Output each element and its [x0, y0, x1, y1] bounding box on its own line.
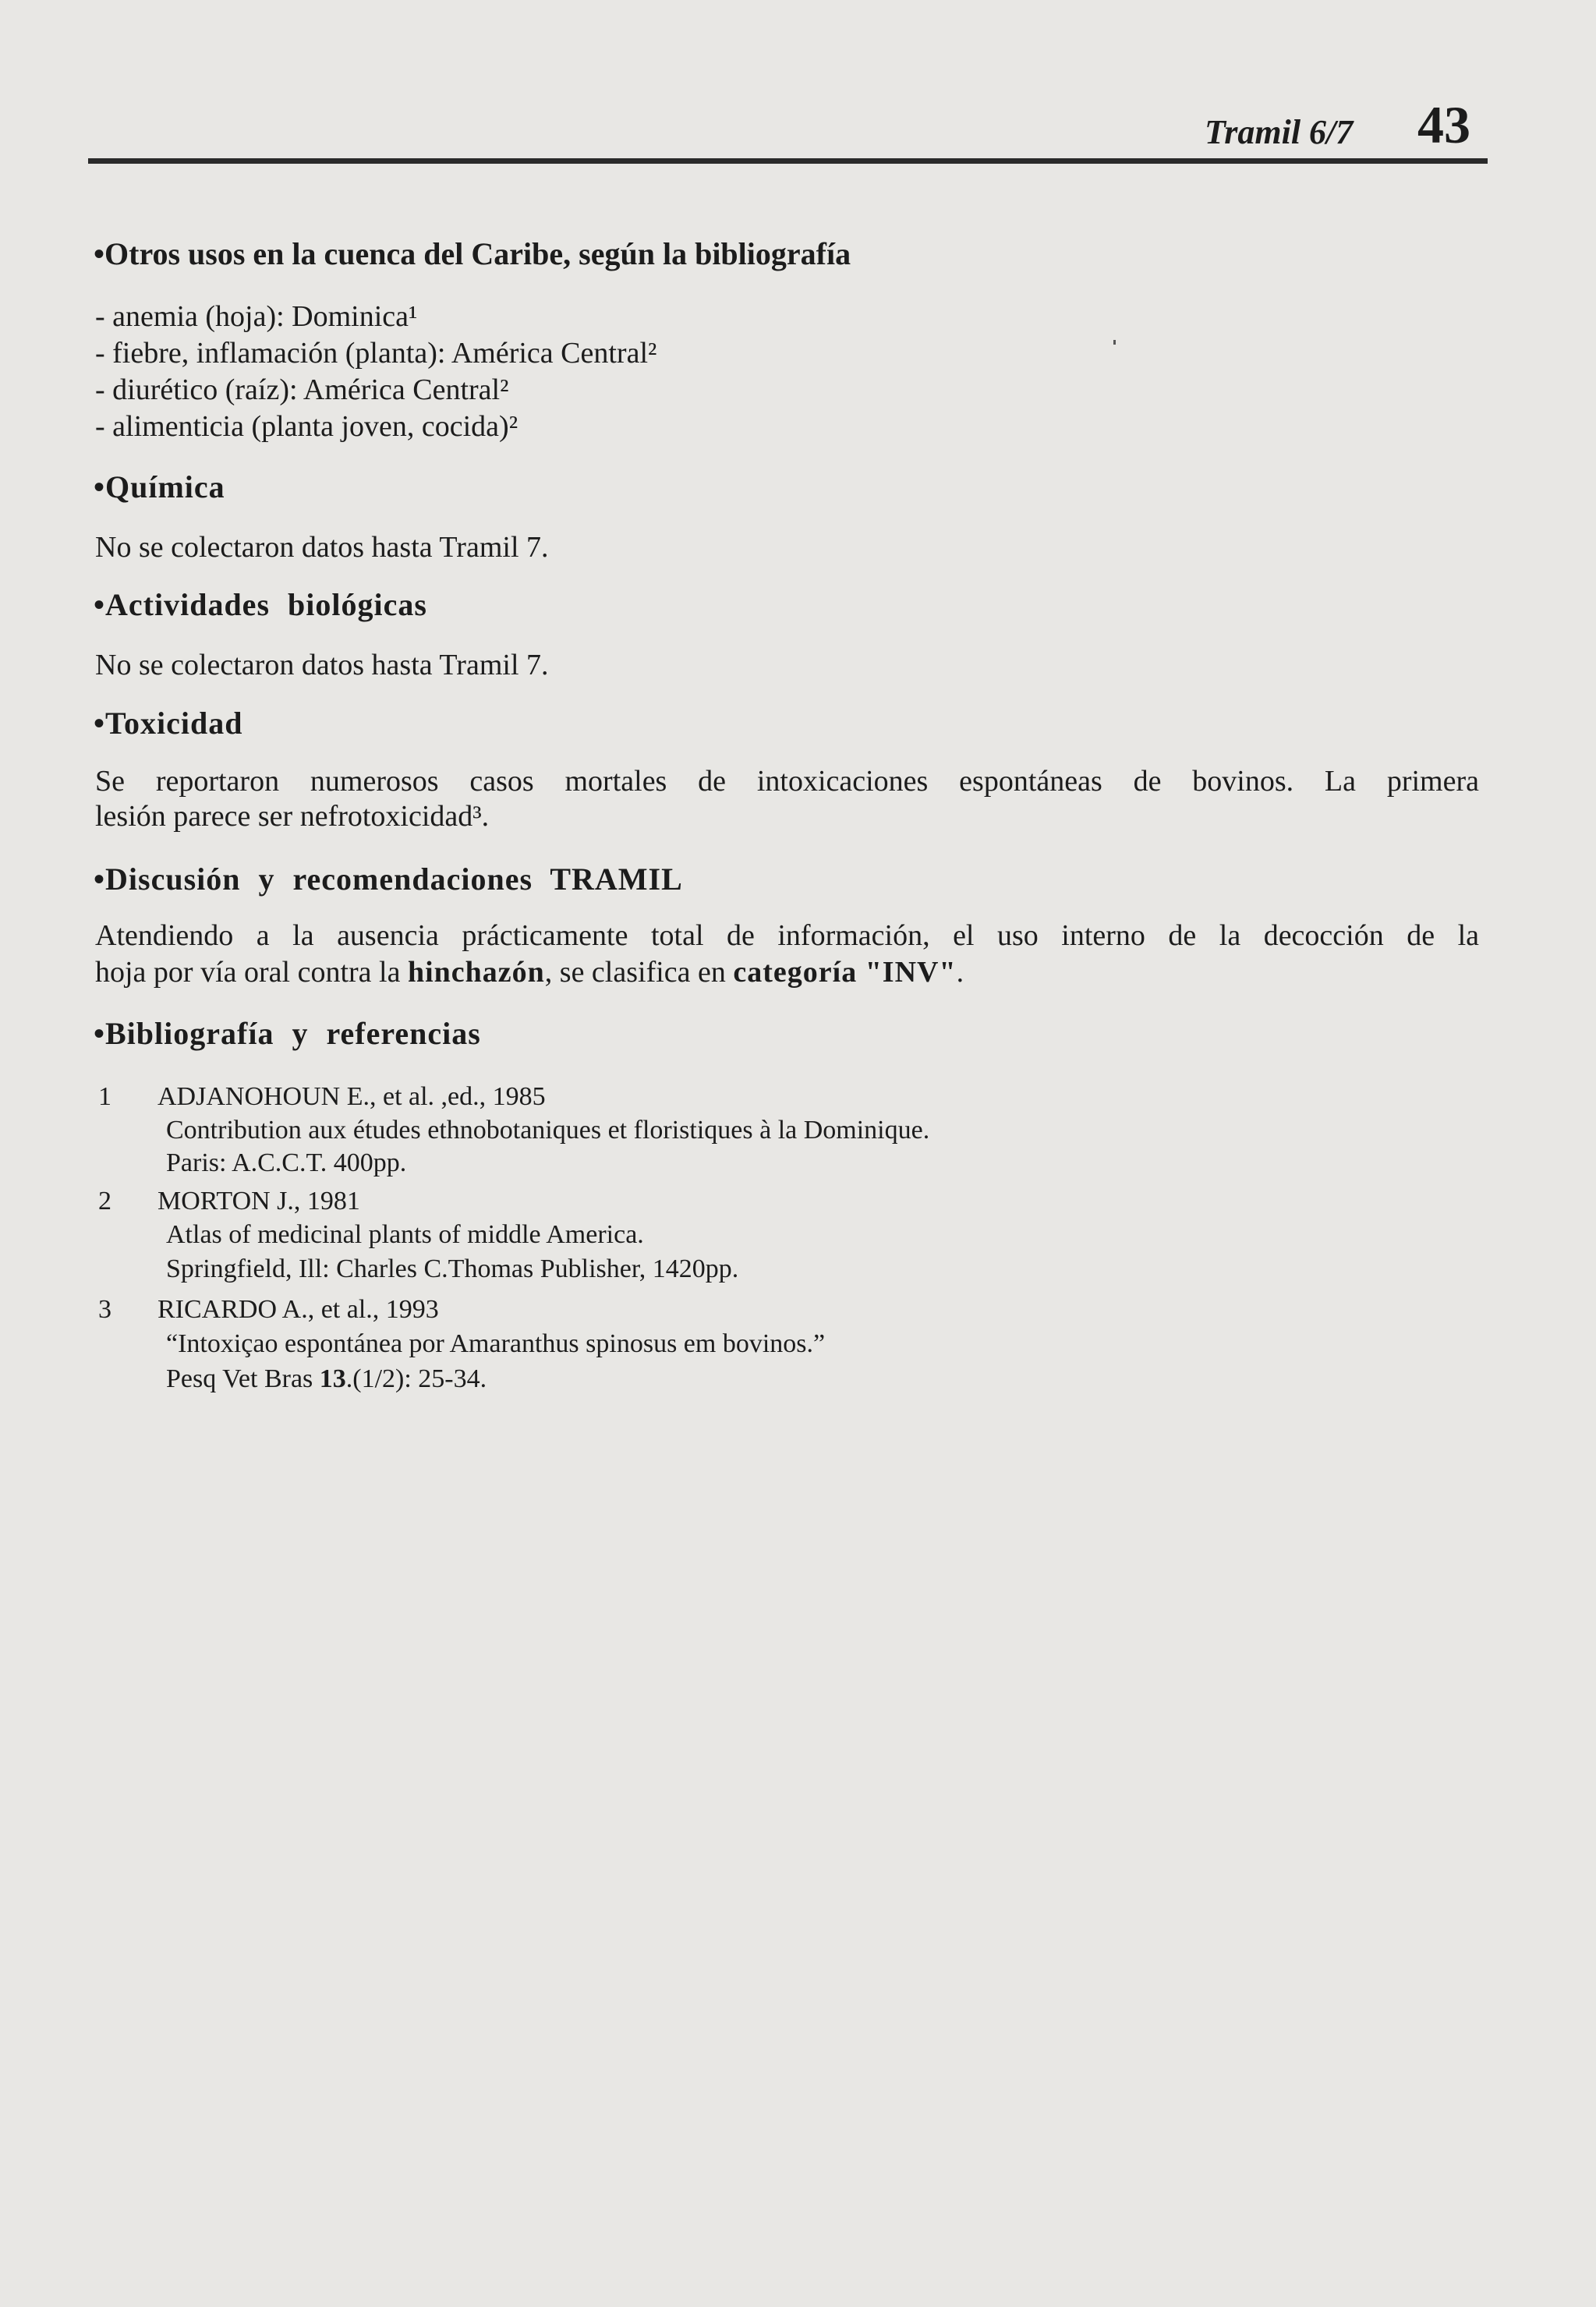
discusion-line: Atendiendo a la ausencia prácticamente total de información, el uso interno de la decocción de la — [95, 919, 1479, 952]
ref-author: MORTON J., 1981 — [157, 1187, 360, 1215]
heading-otros-usos: •Otros usos en la cuenca del Caribe, según la bibliografía — [94, 236, 851, 271]
journal-title: Tramil 6/7 — [1205, 113, 1354, 151]
ref-title: “Intoxiçao espontánea por Amaranthus spinosus em bovinos.” — [166, 1329, 826, 1358]
ref-author: RICARDO A., et al., 1993 — [157, 1295, 439, 1324]
ref-number: 2 — [98, 1187, 111, 1215]
toxicidad-line: lesión parece ser nefrotoxicidad³. — [95, 800, 490, 833]
text: . — [956, 956, 964, 989]
ref-publisher: Paris: A.C.C.T. 400pp. — [166, 1148, 407, 1177]
speck — [1113, 340, 1116, 345]
heading-toxicidad: •Toxicidad — [94, 706, 243, 741]
list-item: - diurético (raíz): América Central² — [95, 373, 509, 406]
heading-bibliografia: •Bibliografía y referencias — [94, 1016, 481, 1051]
volume: 13 — [319, 1364, 346, 1393]
page-number: 43 — [1417, 95, 1470, 154]
ref-publisher: Springfield, Ill: Charles C.Thomas Publisher, 1420pp. — [166, 1254, 739, 1283]
heading-discusion: •Discusión y recomendaciones TRAMIL — [94, 862, 683, 897]
toxicidad-line: Se reportaron numerosos casos mortales de intoxicaciones espontáneas de bovinos. La primera — [95, 765, 1479, 798]
ref-publisher — [166, 1366, 487, 1392]
text: hoja por vía oral contra la — [95, 956, 408, 989]
emphasis-categoria: categoría "INV" — [733, 956, 957, 989]
text: Pesq Vet Bras — [166, 1364, 320, 1393]
heading-quimica: •Química — [94, 469, 225, 504]
ref-number: 3 — [98, 1295, 111, 1324]
actividades-text: No se colectaron datos hasta Tramil 7. — [95, 649, 549, 681]
text: , se clasifica en — [544, 956, 734, 989]
heading-actividades: •Actividades biológicas — [94, 587, 427, 622]
emphasis-hinchazon: hinchazón — [407, 956, 545, 989]
ref-number: 1 — [98, 1082, 111, 1111]
list-item: - anemia (hoja): Dominica¹ — [95, 300, 418, 333]
list-item: - fiebre, inflamación (planta): América Central² — [95, 337, 657, 370]
ref-title: Atlas of medicinal plants of middle America. — [166, 1220, 644, 1249]
list-item: - alimenticia (planta joven, cocida)² — [95, 410, 518, 443]
header-rule — [88, 158, 1488, 164]
ref-title: Contribution aux études ethnobotaniques et floristiques à la Dominique. — [166, 1116, 930, 1145]
text: .(1/2): 25-34. — [345, 1364, 487, 1393]
ref-author: ADJANOHOUN E., et al. ,ed., 1985 — [157, 1082, 546, 1111]
discusion-line — [95, 957, 964, 987]
quimica-text: No se colectaron datos hasta Tramil 7. — [95, 531, 549, 564]
